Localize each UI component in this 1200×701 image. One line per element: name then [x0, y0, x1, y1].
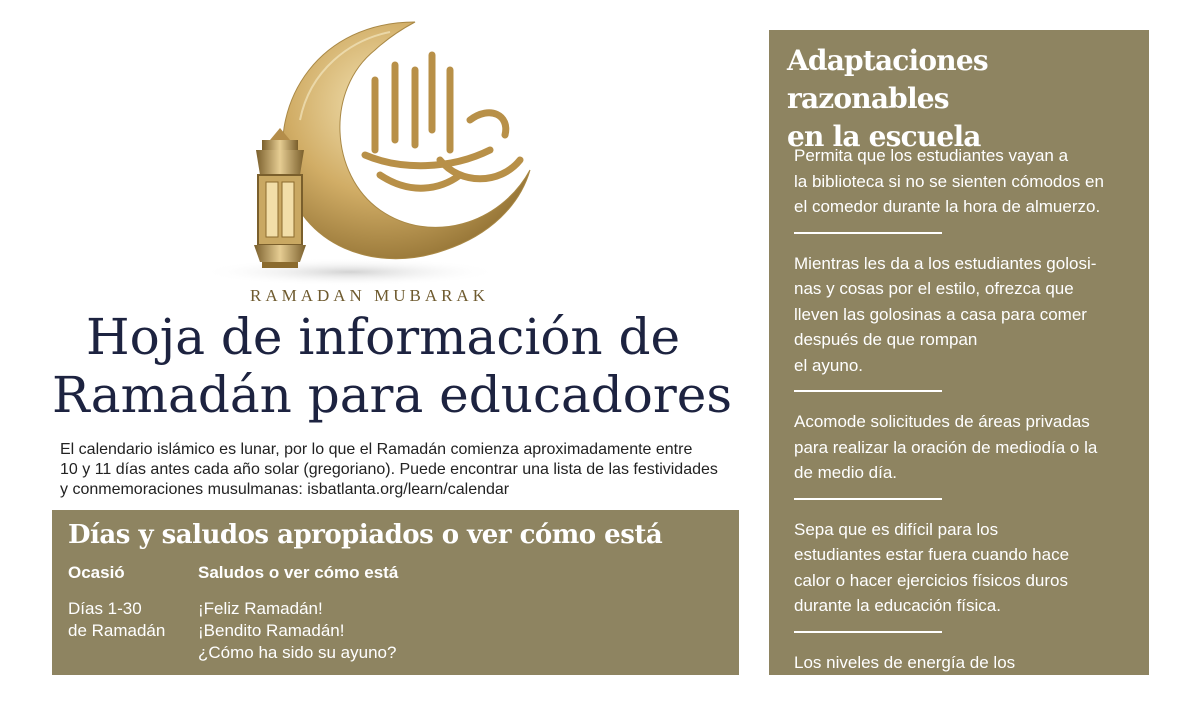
greeting-line: ¡Feliz Ramadán! [198, 599, 323, 618]
table-header-row [68, 562, 728, 584]
column-header-greetings: Saludos o ver cómo está [198, 563, 399, 582]
list-item [794, 409, 1144, 486]
tip-line: el comedor durante la hora de almuerzo. [794, 197, 1101, 216]
tip-line: Permita que los estudiantes vayan a [794, 146, 1069, 165]
tip-line: nas y cosas por el estilo, ofrezca que [794, 279, 1074, 298]
tip-line: estudiantes pueden ser bajos en los [794, 678, 1067, 697]
occasion-cell [68, 598, 198, 664]
tip-line: calor o hacer ejercicios físicos duros [794, 570, 1069, 590]
tip-line: durante la educación física. [794, 596, 1001, 615]
accommodations-sidebar [769, 30, 1149, 697]
occasion-line: de Ramadán [68, 621, 166, 640]
greetings-panel [52, 510, 739, 675]
greeting-line: ¿Cómo ha sido su ayuno? [198, 643, 397, 662]
list-item [794, 143, 1144, 220]
title-line: Ramadán para educadores [52, 366, 733, 424]
table-row [68, 598, 728, 664]
title-line: Hoja de información de [86, 308, 681, 366]
sidebar-title [787, 42, 1147, 156]
column-header-occasion: Ocasió [68, 563, 125, 582]
tips-list [794, 143, 1144, 701]
ramadan-illustration [200, 10, 580, 300]
tip-line: lleven las golosinas a casa para comer [794, 304, 1087, 324]
divider [794, 232, 942, 234]
list-item [794, 517, 1144, 619]
intro-line: 10 y 11 días antes cada año solar (gregoriano). Puede encontrar una lista de las festividades [60, 461, 718, 478]
tip-line: para realizar la oración de mediodía o la [794, 437, 1098, 457]
tip-line: Los niveles de energía de los [794, 652, 1016, 672]
sidebar-title-line: en la escuela [787, 120, 981, 153]
intro-paragraph [60, 440, 760, 500]
intro-line: El calendario islámico es lunar, por lo que el Ramadán comienza aproximadamente entre [60, 441, 693, 458]
tip-line: la biblioteca si no se sienten cómodos en [794, 171, 1104, 191]
greetings-cell [198, 598, 728, 664]
tip-line: de medio día. [794, 463, 898, 482]
divider [794, 631, 942, 633]
tip-line: después de que rompan [794, 330, 978, 349]
divider [794, 498, 942, 500]
list-item [794, 650, 1144, 701]
tip-line: estudiantes estar fuera cuando hace [794, 545, 1070, 564]
tip-line: Acomode solicitudes de áreas privadas [794, 412, 1090, 431]
occasion-line: Días 1-30 [68, 599, 142, 618]
tip-line: Mientras les da a los estudiantes golosi- [794, 253, 1097, 273]
divider [794, 390, 942, 392]
sidebar-title-line: Adaptaciones razonables [787, 44, 988, 115]
intro-line: y conmemoraciones musulmanas: isbatlanta.org/learn/calendar [60, 481, 510, 498]
crescent-lantern-calligraphy-icon [200, 10, 580, 300]
page-title [52, 308, 752, 424]
greetings-title: Días y saludos apropiados o ver cómo está [68, 520, 663, 550]
list-item [794, 251, 1144, 379]
ramadan-mubarak-caption: RAMADAN MUBARAK [250, 286, 489, 305]
tip-line: Sepa que es difícil para los [794, 519, 999, 539]
tip-line: el ayuno. [794, 355, 863, 375]
greetings-table [68, 562, 728, 664]
greeting-line: ¡Bendito Ramadán! [198, 621, 345, 640]
